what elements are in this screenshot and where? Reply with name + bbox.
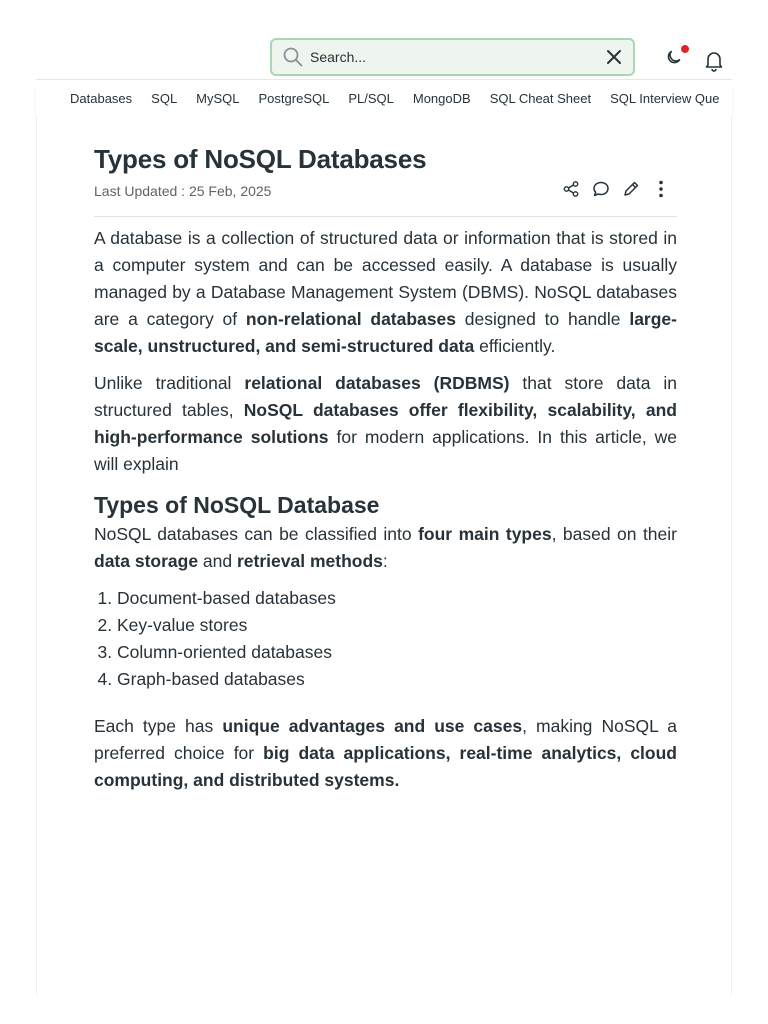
list-item: 1. Document-based databases bbox=[117, 585, 677, 612]
nav-item-databases[interactable]: Databases bbox=[70, 90, 133, 106]
more-options-icon[interactable] bbox=[651, 179, 671, 199]
rdbms-paragraph: Unlike traditional relational databases (RDBMS) that store data in structured tables, NoSQL databases offer flexibility, scalability, and high-performance solutions for modern applications. In this article, we will explain bbox=[94, 373, 678, 474]
notification-dot bbox=[681, 45, 689, 53]
article-content bbox=[94, 144, 677, 794]
summary-paragraph: Each type has unique advantages and use cases, making NoSQL a preferred choice for big data applications, real-time analytics, cloud computing, and distributed systems. bbox=[94, 716, 677, 790]
list-item: 3. Column-oriented databases bbox=[117, 639, 677, 666]
nav-item-postgresql[interactable]: PostgreSQL bbox=[258, 90, 330, 106]
top-header bbox=[36, 0, 732, 80]
last-updated: Last Updated : 25 Feb, 2025 bbox=[94, 183, 272, 199]
section-heading: Types of NoSQL Database bbox=[94, 492, 380, 518]
search-bar[interactable] bbox=[270, 38, 635, 76]
nav-item-mongodb[interactable]: MongoDB bbox=[412, 90, 471, 106]
classification-paragraph: NoSQL databases can be classified into four main types, based on their data storage and retrieval methods: bbox=[94, 524, 677, 571]
search-input[interactable] bbox=[310, 42, 603, 72]
types-list bbox=[94, 585, 677, 693]
bell-icon[interactable] bbox=[702, 48, 726, 72]
nav-item-sql[interactable]: SQL bbox=[151, 90, 178, 106]
nav-item-sql-cheat-sheet[interactable]: SQL Cheat Sheet bbox=[489, 90, 592, 106]
article-meta bbox=[94, 181, 677, 217]
close-icon[interactable] bbox=[603, 46, 625, 68]
search-icon bbox=[281, 45, 305, 69]
nav-item-plsql[interactable]: PL/SQL bbox=[348, 90, 394, 106]
topic-nav bbox=[36, 80, 732, 116]
edit-icon[interactable] bbox=[621, 179, 641, 199]
nav-item-sql-interview[interactable]: SQL Interview Que bbox=[610, 90, 720, 106]
list-item: 4. Graph-based databases bbox=[117, 666, 677, 693]
article-actions bbox=[561, 179, 671, 199]
share-icon[interactable] bbox=[561, 179, 581, 199]
article-card bbox=[36, 116, 732, 996]
page-title: Types of NoSQL Databases bbox=[94, 144, 427, 174]
comment-icon[interactable] bbox=[591, 179, 611, 199]
intro-paragraph: A database is a collection of structured data or information that is stored in a computer system and can be accessed easily. A database is usually managed by a Database Management System (DBMS). NoSQL databases are a category of non-relational databases designed to handle large-scale, unstructured, and semi-structured data efficiently. bbox=[94, 228, 677, 356]
nav-item-mysql[interactable]: MySQL bbox=[196, 90, 240, 106]
list-item: 2. Key-value stores bbox=[117, 612, 677, 639]
